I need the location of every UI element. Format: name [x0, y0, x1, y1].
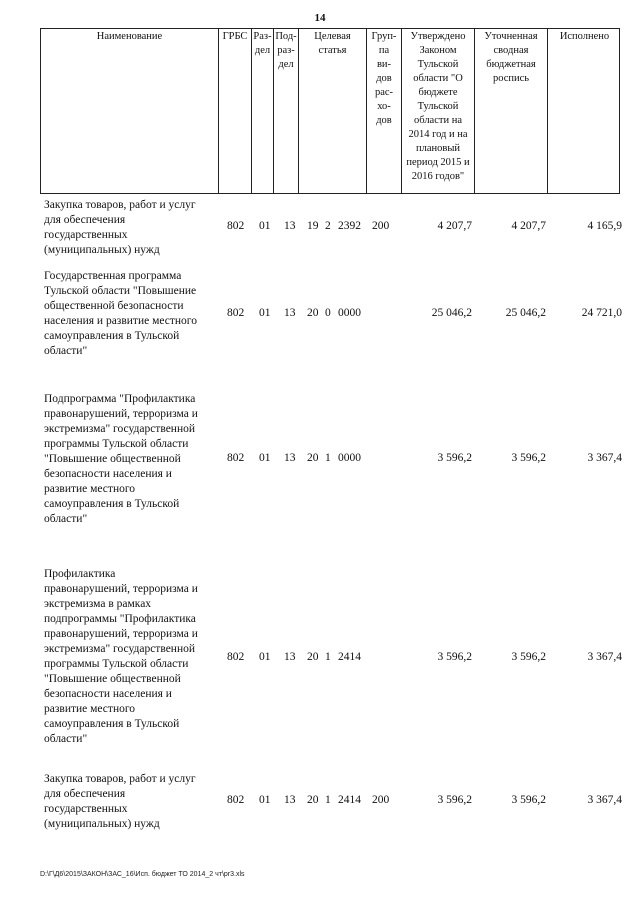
header-utochnennaya: Уточненная сводная бюджетная роспись	[475, 29, 548, 193]
cell-utochnennaya: 3 596,2	[511, 651, 546, 663]
cell-razdel: 01	[259, 794, 271, 806]
cell-stat3: 2414	[338, 651, 361, 663]
table-header	[40, 28, 620, 194]
cell-podrazdel: 13	[284, 307, 296, 319]
cell-stat2: 1	[325, 651, 331, 663]
cell-grbs: 802	[227, 794, 245, 806]
cell-stat2: 1	[325, 452, 331, 464]
cell-grbs: 802	[227, 452, 245, 464]
cell-stat2: 1	[325, 794, 331, 806]
header-ispolneno: Исполнено	[559, 31, 610, 42]
cell-utochnennaya: 3 596,2	[511, 452, 546, 464]
header-name: Наименование	[41, 29, 219, 193]
cell-ispolneno: 3 367,4	[587, 794, 622, 806]
file-path-footer: D:\Г\Д6\2015\ЗАКОН\ЗАС_16\Исп. бюджет ТО 2014_2 чт\pr3.xls	[40, 871, 245, 878]
row-name: Профилактика правонарушений, терроризма и экстремизма в рамках подпрограммы "Профилактика правонарушений, терроризма и экстремизма" государственной программы Тульской области "Повышение общественной безопасности населения и развитие местного самоуправления в Тульской области"	[44, 568, 198, 745]
cell-razdel: 01	[259, 651, 271, 663]
cell-stat3: 0000	[338, 307, 361, 319]
cell-stat1: 20	[307, 794, 319, 806]
header-statya: Целевая статья	[299, 29, 367, 193]
cell-stat1: 20	[307, 651, 319, 663]
cell-ispolneno: 24 721,0	[581, 307, 622, 319]
cell-razdel: 01	[259, 220, 271, 232]
row-name: Закупка товаров, работ и услуг для обеспечения государственных (муниципальных) нужд	[44, 773, 196, 830]
cell-podrazdel: 13	[284, 651, 296, 663]
cell-podrazdel: 13	[284, 452, 296, 464]
header-utverzhdeno: Утверждено Законом Тульской области "О бюджете Тульской области на 2014 год и на плановый период 2015 и 2016 годов"	[402, 29, 475, 193]
cell-stat1: 20	[307, 452, 319, 464]
cell-stat3: 0000	[338, 452, 361, 464]
header-razdel: Раз- дел	[252, 29, 274, 193]
cell-ispolneno: 4 165,9	[587, 220, 622, 232]
cell-stat2: 2	[325, 220, 331, 232]
cell-grbs: 802	[227, 651, 245, 663]
cell-ispolneno: 3 367,4	[587, 452, 622, 464]
row-name: Государственная программа Тульской области "Повышение общественной безопасности населения и развитие местного самоуправления в Тульской области"	[44, 270, 197, 357]
cell-utverzhdeno: 3 596,2	[437, 452, 472, 464]
cell-stat2: 0	[325, 307, 331, 319]
cell-ispolneno: 3 367,4	[587, 651, 622, 663]
cell-utverzhdeno: 3 596,2	[437, 651, 472, 663]
cell-stat3: 2392	[338, 220, 361, 232]
cell-podrazdel: 13	[284, 220, 296, 232]
cell-podrazdel: 13	[284, 794, 296, 806]
cell-stat1: 20	[307, 307, 319, 319]
cell-stat3: 2414	[338, 794, 361, 806]
cell-grbs: 802	[227, 307, 245, 319]
cell-razdel: 01	[259, 452, 271, 464]
cell-utochnennaya: 4 207,7	[511, 220, 546, 232]
cell-stat1: 19	[307, 220, 319, 232]
header-gruppa: Груп- па ви- дов рас- хо- дов	[367, 29, 402, 193]
header-podrazdel: Под- раз- дел	[274, 29, 299, 193]
cell-utverzhdeno: 25 046,2	[431, 307, 472, 319]
row-name: Подпрограмма "Профилактика правонарушений, терроризма и экстремизма" государственной программы Тульской области "Повышение общественной безопасности населения и развитие местного самоуправления в Тульской области"	[44, 393, 198, 525]
cell-gruppa: 200	[372, 794, 390, 806]
cell-utverzhdeno: 3 596,2	[437, 794, 472, 806]
page-number: 14	[314, 12, 326, 24]
cell-razdel: 01	[259, 307, 271, 319]
header-grbs: ГРБС	[219, 29, 252, 193]
row-name: Закупка товаров, работ и услуг для обеспечения государственных (муниципальных) нужд	[44, 199, 196, 256]
cell-utverzhdeno: 4 207,7	[437, 220, 472, 232]
cell-utochnennaya: 3 596,2	[511, 794, 546, 806]
cell-utochnennaya: 25 046,2	[505, 307, 546, 319]
cell-gruppa: 200	[372, 220, 390, 232]
cell-grbs: 802	[227, 220, 245, 232]
